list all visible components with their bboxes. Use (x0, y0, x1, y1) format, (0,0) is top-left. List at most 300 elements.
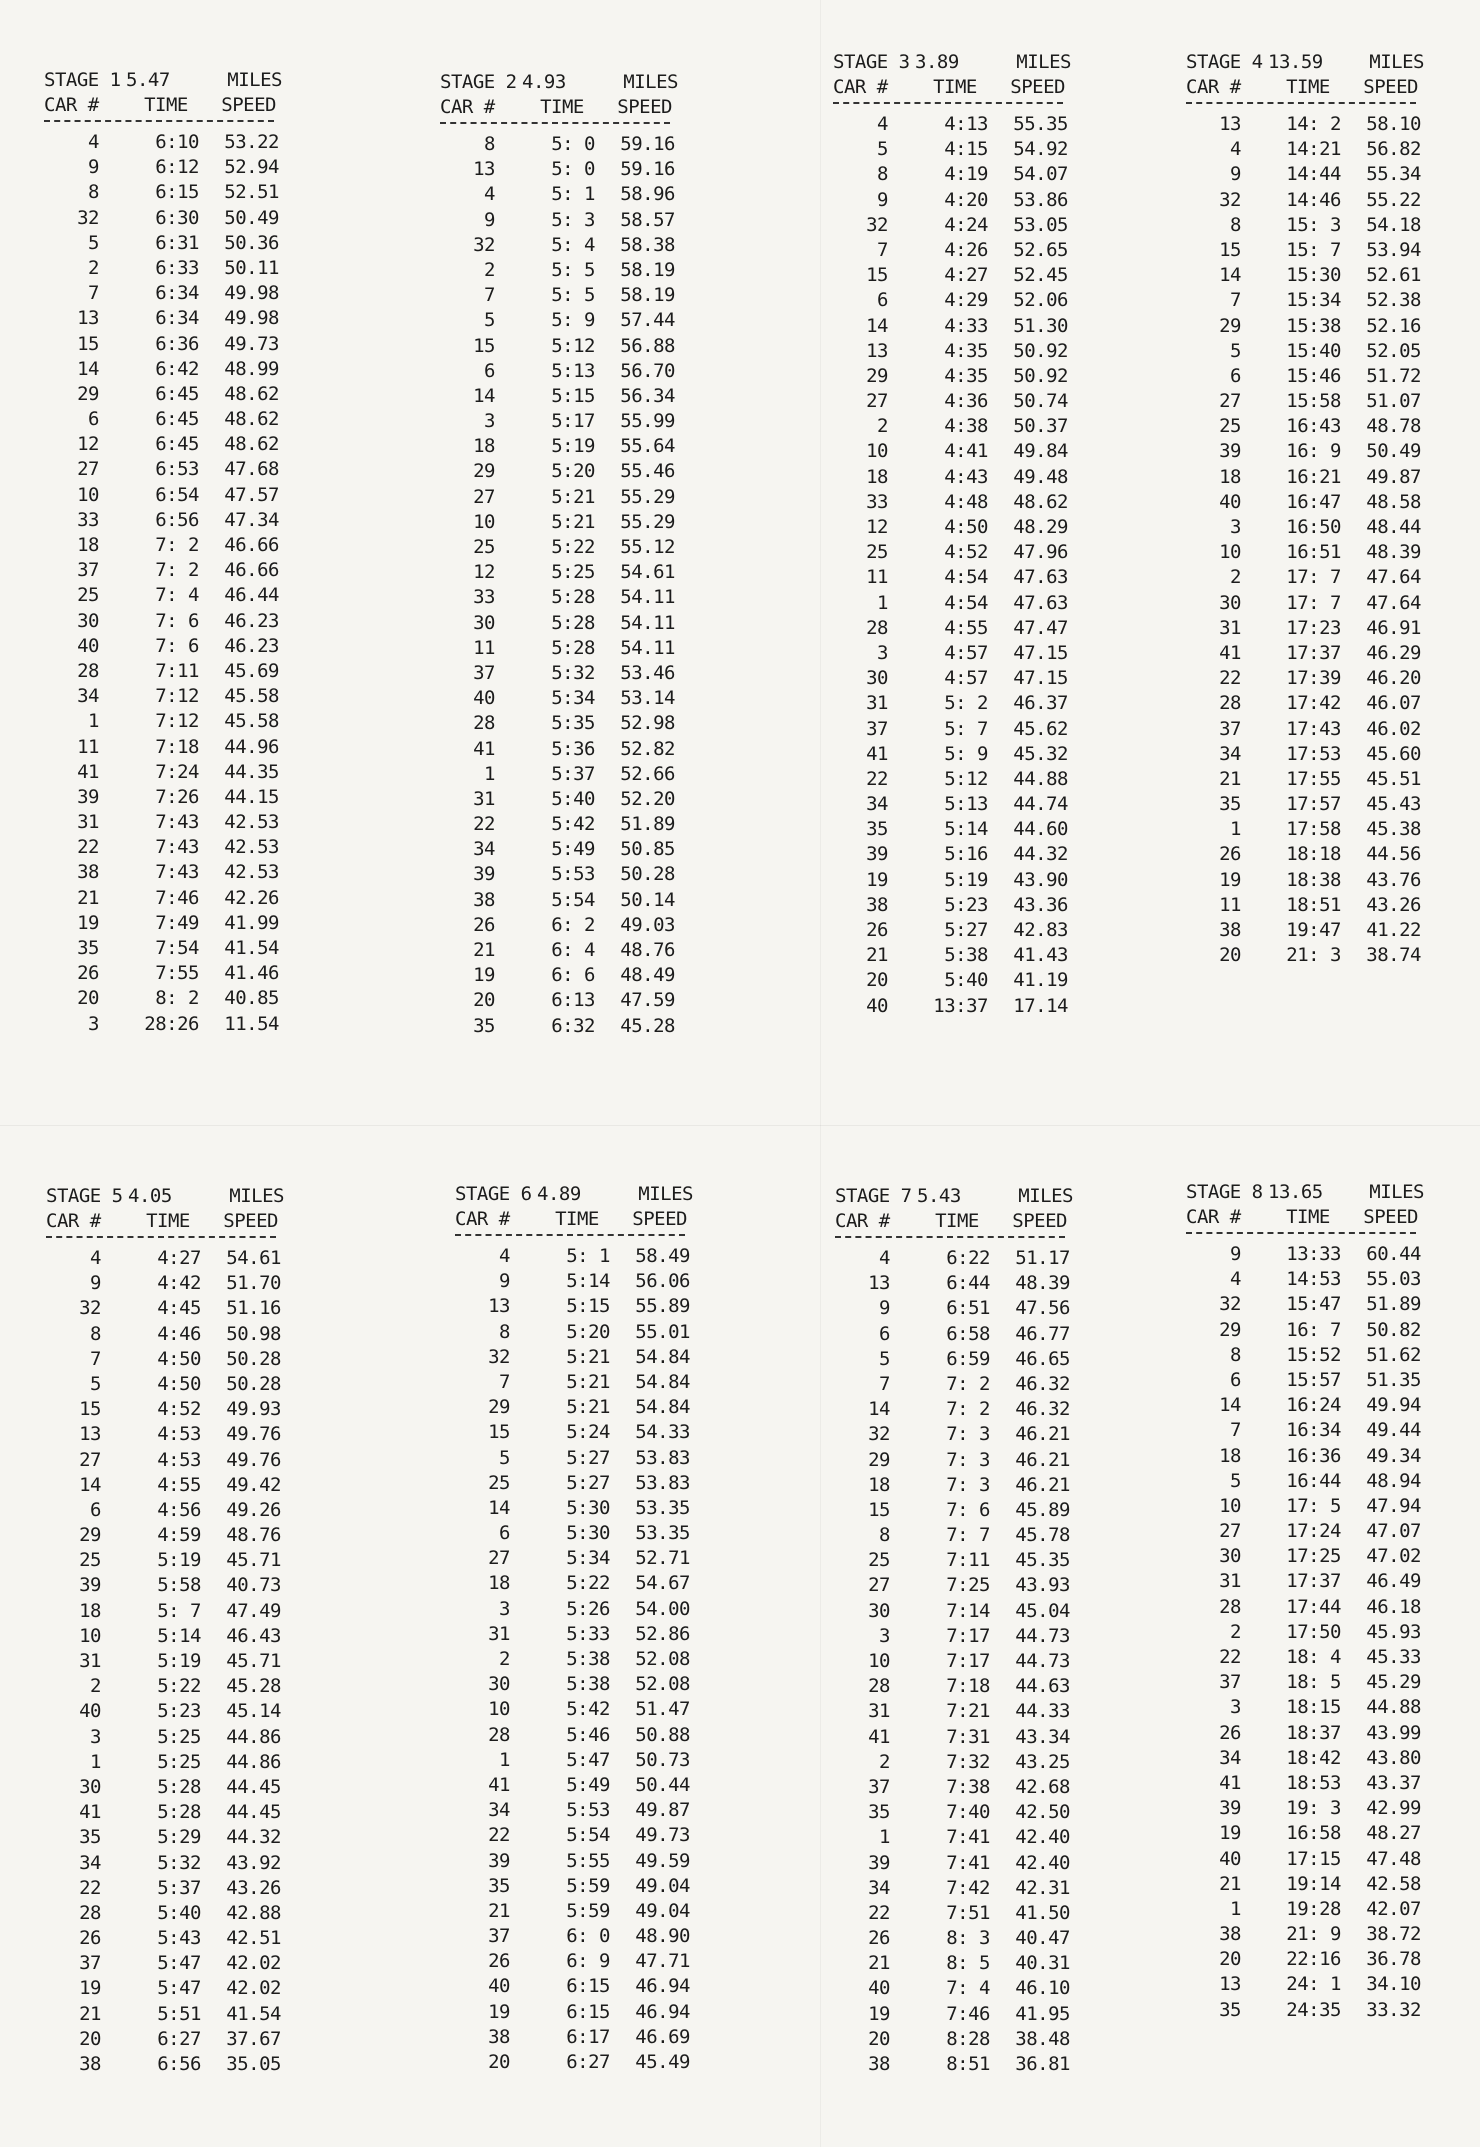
car-number: 5 (879, 1347, 890, 1370)
car-number: 38 (488, 2025, 510, 2048)
table-row (44, 533, 294, 558)
average-speed: 45.33 (1366, 1646, 1421, 1668)
car-number: 14 (473, 384, 495, 407)
table-row (44, 659, 294, 684)
average-speed: 49.04 (635, 1899, 690, 1922)
car-number: 10 (77, 483, 99, 506)
table-row (440, 737, 690, 762)
table-row (46, 1498, 296, 1523)
table-row (833, 439, 1083, 464)
average-speed: 11.54 (224, 1012, 279, 1035)
average-speed: 52.20 (620, 787, 675, 810)
car-column-header: CAR # (1186, 1206, 1241, 1228)
car-number: 13 (77, 307, 99, 330)
stage-time: 17: 7 (1286, 591, 1341, 614)
car-number: 30 (868, 1599, 890, 1622)
average-speed: 45.28 (620, 1014, 675, 1037)
table-row (44, 281, 294, 306)
table-row (440, 535, 690, 560)
average-speed: 50.11 (224, 256, 279, 279)
table-row (1186, 1897, 1436, 1922)
average-speed: 50.44 (635, 1773, 690, 1796)
stage-time: 5:19 (551, 435, 595, 458)
average-speed: 52.08 (635, 1648, 690, 1670)
average-speed: 46.94 (635, 1975, 690, 1998)
stage-time: 16:50 (1286, 516, 1341, 538)
table-row (44, 382, 294, 407)
car-number: 31 (488, 1622, 510, 1645)
stage-time: 16:51 (1286, 541, 1341, 564)
car-number: 41 (866, 742, 888, 765)
car-number: 13 (473, 158, 495, 181)
stage-time: 7:54 (155, 937, 199, 959)
stage-time: 18:38 (1286, 868, 1341, 891)
stage-time: 15:52 (1286, 1343, 1341, 1366)
car-number: 3 (1230, 516, 1241, 538)
car-number: 37 (866, 717, 888, 740)
table-row (44, 306, 294, 331)
stage-time: 5:43 (157, 1927, 201, 1950)
average-speed: 47.64 (1366, 591, 1421, 614)
average-speed: 41.43 (1013, 944, 1068, 967)
average-speed: 46.23 (224, 609, 279, 632)
miles-label: MILES (638, 1183, 693, 1205)
table-row (1186, 465, 1436, 490)
car-number: 28 (79, 1901, 101, 1924)
table-row (835, 1951, 1085, 1976)
car-number: 27 (868, 1574, 890, 1597)
table-row (455, 2000, 705, 2025)
table-row (44, 357, 294, 382)
car-number: 7 (90, 1347, 101, 1370)
stage-time: 6:30 (155, 206, 199, 229)
car-number: 14 (1219, 264, 1241, 287)
average-speed: 54.61 (620, 561, 675, 584)
average-speed: 46.43 (226, 1624, 281, 1647)
stage-time: 5:30 (566, 1522, 610, 1545)
table-row (440, 132, 690, 157)
table-row (46, 1271, 296, 1296)
average-speed: 52.45 (1013, 264, 1068, 287)
table-row (1186, 1670, 1436, 1695)
car-number: 29 (488, 1396, 510, 1419)
stage-header (835, 1184, 1085, 1209)
stage-time: 5:27 (566, 1446, 610, 1469)
car-number: 29 (1219, 314, 1241, 337)
car-number: 20 (868, 2027, 890, 2050)
car-number: 32 (473, 233, 495, 256)
car-number: 25 (79, 1549, 101, 1572)
stage-time: 6:51 (946, 1297, 990, 1320)
table-row (1186, 213, 1436, 238)
average-speed: 42.40 (1015, 1826, 1070, 1849)
stage-time: 18: 5 (1286, 1671, 1341, 1694)
car-number: 6 (877, 289, 888, 312)
average-speed: 44.88 (1366, 1696, 1421, 1719)
stage-time: 17:37 (1286, 641, 1341, 664)
stage-time: 21: 9 (1286, 1923, 1341, 1946)
average-speed: 43.76 (1366, 868, 1421, 891)
car-number: 26 (488, 1950, 510, 1973)
table-row (455, 1874, 705, 1899)
average-speed: 49.98 (224, 282, 279, 305)
stage-label: STAGE 4 (1186, 51, 1263, 73)
stage-time: 19:47 (1286, 919, 1341, 941)
average-speed: 59.16 (620, 158, 675, 181)
average-speed: 53.46 (620, 661, 675, 684)
car-number: 35 (1219, 793, 1241, 816)
table-row (1186, 1444, 1436, 1469)
table-row (1186, 1318, 1436, 1343)
average-speed: 49.03 (620, 913, 675, 936)
car-number: 26 (1219, 843, 1241, 866)
speed-column-header: SPEED (1012, 1210, 1067, 1232)
car-number: 31 (77, 811, 99, 834)
stage-time: 5:21 (551, 485, 595, 508)
average-speed: 46.29 (1366, 641, 1421, 664)
car-number: 25 (866, 541, 888, 564)
average-speed: 55.35 (1013, 113, 1068, 135)
stage-time: 8: 2 (155, 987, 199, 1010)
table-row (833, 717, 1083, 742)
table-row (46, 1397, 296, 1422)
stage-time: 7:41 (946, 1851, 990, 1874)
car-number: 40 (473, 687, 495, 710)
stage-time: 14:46 (1286, 188, 1341, 211)
car-number: 40 (868, 1977, 890, 2000)
car-number: 18 (77, 534, 99, 556)
stage-time: 5:26 (566, 1597, 610, 1620)
stage-time: 5:35 (551, 712, 595, 735)
table-row (1186, 339, 1436, 364)
stage-time: 5: 5 (551, 258, 595, 281)
average-speed: 50.28 (226, 1372, 281, 1395)
stage-time: 5:49 (566, 1773, 610, 1796)
stage-time: 24: 1 (1286, 1973, 1341, 1996)
car-number: 26 (1219, 1721, 1241, 1744)
table-row (1186, 1645, 1436, 1670)
stage-time: 14: 2 (1286, 113, 1341, 135)
stage-time: 5:30 (566, 1496, 610, 1519)
stage-time: 15: 3 (1286, 213, 1341, 236)
stage-time: 17:23 (1286, 616, 1341, 639)
car-number: 1 (484, 762, 495, 785)
average-speed: 51.89 (1366, 1293, 1421, 1316)
stage-time: 5:55 (566, 1849, 610, 1872)
car-number: 31 (1219, 1570, 1241, 1593)
average-speed: 45.38 (1366, 818, 1421, 841)
car-number: 4 (877, 113, 888, 135)
average-speed: 43.26 (1366, 893, 1421, 916)
car-number: 32 (1219, 188, 1241, 211)
stage-time: 5:59 (566, 1899, 610, 1922)
time-column-header: TIME (933, 76, 977, 98)
car-number: 34 (868, 1876, 890, 1899)
car-number: 20 (77, 987, 99, 1010)
table-row (455, 1345, 705, 1370)
table-row (835, 1573, 1085, 1598)
average-speed: 48.90 (635, 1925, 690, 1948)
average-speed: 54.18 (1366, 213, 1421, 236)
car-number: 15 (866, 264, 888, 287)
average-speed: 48.27 (1366, 1822, 1421, 1845)
car-number: 41 (868, 1725, 890, 1748)
table-row (835, 1448, 1085, 1473)
average-speed: 54.84 (635, 1370, 690, 1393)
stage-time: 6: 6 (551, 964, 595, 987)
table-row (1186, 364, 1436, 389)
car-number: 41 (473, 737, 495, 760)
average-speed: 52.98 (620, 712, 675, 735)
average-speed: 58.19 (620, 284, 675, 307)
average-speed: 40.73 (226, 1574, 281, 1597)
stage-time: 4:24 (944, 213, 988, 236)
stage-time: 6:13 (551, 989, 595, 1012)
car-number: 1 (877, 591, 888, 614)
car-number: 2 (499, 1648, 510, 1670)
stage-time: 4:50 (944, 516, 988, 538)
table-row (1186, 666, 1436, 691)
car-number: 33 (473, 586, 495, 609)
speed-column-header: SPEED (1363, 76, 1418, 98)
average-speed: 36.81 (1015, 2053, 1070, 2075)
car-number: 29 (77, 382, 99, 405)
stage-time: 17:24 (1286, 1520, 1341, 1543)
car-number: 27 (79, 1448, 101, 1471)
stage-time: 6: 9 (566, 1950, 610, 1973)
stage-time: 4:35 (944, 364, 988, 387)
stage-time: 5:12 (944, 767, 988, 790)
average-speed: 55.34 (1366, 163, 1421, 186)
stage-time: 7: 2 (946, 1372, 990, 1395)
average-speed: 56.70 (620, 359, 675, 382)
car-number: 13 (1219, 113, 1241, 135)
table-row (1186, 314, 1436, 339)
car-number: 6 (1230, 364, 1241, 387)
car-number: 20 (473, 989, 495, 1012)
header-divider (833, 102, 1063, 104)
average-speed: 44.56 (1366, 843, 1421, 866)
stage-time: 5:47 (566, 1748, 610, 1771)
table-row (833, 666, 1083, 691)
car-number: 11 (866, 566, 888, 589)
table-row (455, 1571, 705, 1596)
car-number: 22 (1219, 1646, 1241, 1668)
table-row (440, 157, 690, 182)
table-row (440, 1014, 690, 1039)
stage-time: 5:20 (551, 460, 595, 483)
stage-time: 17:53 (1286, 742, 1341, 765)
average-speed: 49.42 (226, 1473, 281, 1496)
car-number: 19 (866, 868, 888, 891)
car-number: 2 (877, 415, 888, 438)
average-speed: 43.34 (1015, 1725, 1070, 1748)
car-number: 13 (868, 1272, 890, 1295)
table-row (1186, 918, 1436, 943)
table-row (44, 508, 294, 533)
table-row (835, 1548, 1085, 1573)
stage-time: 4:53 (157, 1448, 201, 1471)
average-speed: 49.76 (226, 1448, 281, 1471)
average-speed: 43.80 (1366, 1746, 1421, 1769)
car-number: 37 (488, 1925, 510, 1948)
average-speed: 60.44 (1366, 1243, 1421, 1265)
average-speed: 37.67 (226, 2027, 281, 2050)
car-number: 29 (1219, 1318, 1241, 1341)
car-number: 20 (1219, 944, 1241, 967)
average-speed: 46.94 (635, 2000, 690, 2023)
car-number: 5 (499, 1446, 510, 1469)
car-number: 10 (473, 510, 495, 533)
average-speed: 45.89 (1015, 1498, 1070, 1521)
header-divider (440, 122, 670, 124)
car-number: 18 (868, 1473, 890, 1496)
average-speed: 47.64 (1366, 566, 1421, 589)
stage-time: 6:44 (946, 1272, 990, 1295)
average-speed: 58.10 (1366, 113, 1421, 135)
table-row (1186, 691, 1436, 716)
table-row (835, 2027, 1085, 2052)
table-row (455, 1924, 705, 1949)
stage-time: 6:33 (155, 256, 199, 279)
stage-time: 4:48 (944, 490, 988, 513)
stage-time: 6:36 (155, 332, 199, 355)
table-row (833, 188, 1083, 213)
car-number: 5 (88, 231, 99, 254)
stage-time: 14:53 (1286, 1268, 1341, 1291)
stage-time: 4:57 (944, 667, 988, 690)
speed-column-header: SPEED (1363, 1206, 1418, 1228)
stage-time: 6:31 (155, 231, 199, 254)
stage-time: 6:59 (946, 1347, 990, 1370)
stage-time: 6:56 (157, 2053, 201, 2075)
table-row (1186, 742, 1436, 767)
stage-time: 7: 7 (946, 1524, 990, 1547)
car-number: 28 (77, 659, 99, 682)
stage-label: STAGE 8 (1186, 1181, 1263, 1203)
table-row (1186, 1267, 1436, 1292)
stage-time: 4:55 (157, 1473, 201, 1496)
table-row (44, 760, 294, 785)
stage-label: STAGE 7 (835, 1185, 912, 1207)
car-number: 12 (473, 561, 495, 584)
average-speed: 48.62 (1013, 490, 1068, 513)
car-number: 40 (79, 1700, 101, 1723)
car-number: 41 (1219, 641, 1241, 664)
car-number: 27 (1219, 1520, 1241, 1543)
stage-time: 4:50 (157, 1347, 201, 1370)
car-number: 7 (1230, 1419, 1241, 1442)
average-speed: 57.44 (620, 309, 675, 332)
average-speed: 47.68 (224, 458, 279, 481)
average-speed: 56.82 (1366, 138, 1421, 161)
table-row (833, 767, 1083, 792)
table-row (46, 1322, 296, 1347)
stage-time: 5:51 (157, 2002, 201, 2025)
car-number: 28 (1219, 1595, 1241, 1618)
car-number: 32 (488, 1345, 510, 1368)
table-row (46, 1573, 296, 1598)
average-speed: 51.72 (1366, 364, 1421, 387)
stage-time: 5:21 (551, 510, 595, 533)
table-row (44, 130, 294, 155)
stage-time: 7:11 (946, 1549, 990, 1572)
table-row (1186, 1695, 1436, 1720)
stage-time: 7: 3 (946, 1423, 990, 1446)
stage-time: 6:58 (946, 1322, 990, 1345)
stage-time: 4:45 (157, 1297, 201, 1320)
car-number: 21 (488, 1899, 510, 1922)
car-number: 6 (484, 359, 495, 382)
stage-time: 5:42 (566, 1698, 610, 1721)
table-row (440, 585, 690, 610)
car-number: 37 (79, 1952, 101, 1975)
table-row (1186, 1544, 1436, 1569)
stage-time: 5:37 (157, 1876, 201, 1899)
average-speed: 47.71 (635, 1950, 690, 1973)
car-number: 37 (77, 559, 99, 582)
table-row (440, 283, 690, 308)
column-headers (44, 93, 294, 118)
car-number: 34 (77, 685, 99, 708)
stage-time: 5:33 (566, 1622, 610, 1645)
stage-time: 8:51 (946, 2053, 990, 2075)
table-row (44, 583, 294, 608)
car-number: 39 (866, 843, 888, 866)
table-row (46, 1548, 296, 1573)
car-number: 29 (868, 1448, 890, 1471)
table-row (833, 414, 1083, 439)
car-number: 12 (866, 516, 888, 538)
stage-time: 5:59 (566, 1874, 610, 1897)
stage-3-table (833, 50, 1083, 1019)
stage-time: 7:12 (155, 685, 199, 708)
stage-2-table (440, 70, 690, 1039)
car-number: 25 (1219, 415, 1241, 438)
car-number: 31 (868, 1700, 890, 1723)
car-number: 9 (1230, 1243, 1241, 1265)
stage-time: 16: 7 (1286, 1318, 1341, 1341)
average-speed: 42.68 (1015, 1775, 1070, 1798)
average-speed: 46.69 (635, 2025, 690, 2048)
car-number: 27 (77, 458, 99, 481)
car-number: 39 (1219, 440, 1241, 463)
table-row (46, 1851, 296, 1876)
average-speed: 46.32 (1015, 1372, 1070, 1395)
average-speed: 51.89 (620, 813, 675, 836)
stage-time: 5:28 (551, 636, 595, 659)
average-speed: 54.11 (620, 636, 675, 659)
car-number: 8 (879, 1524, 890, 1547)
average-speed: 48.62 (224, 382, 279, 405)
table-row (440, 988, 690, 1013)
car-number: 14 (488, 1496, 510, 1519)
stage-time: 15:58 (1286, 390, 1341, 413)
table-row (833, 591, 1083, 616)
table-row (44, 155, 294, 180)
average-speed: 45.43 (1366, 793, 1421, 816)
average-speed: 44.96 (224, 735, 279, 758)
table-row (455, 1748, 705, 1773)
car-number: 40 (1219, 490, 1241, 513)
stage-time: 17:44 (1286, 1595, 1341, 1618)
table-row (1186, 1620, 1436, 1645)
table-row (46, 2002, 296, 2027)
table-row (440, 661, 690, 686)
average-speed: 42.02 (226, 1952, 281, 1975)
car-number: 21 (77, 886, 99, 909)
car-number: 6 (1230, 1368, 1241, 1391)
